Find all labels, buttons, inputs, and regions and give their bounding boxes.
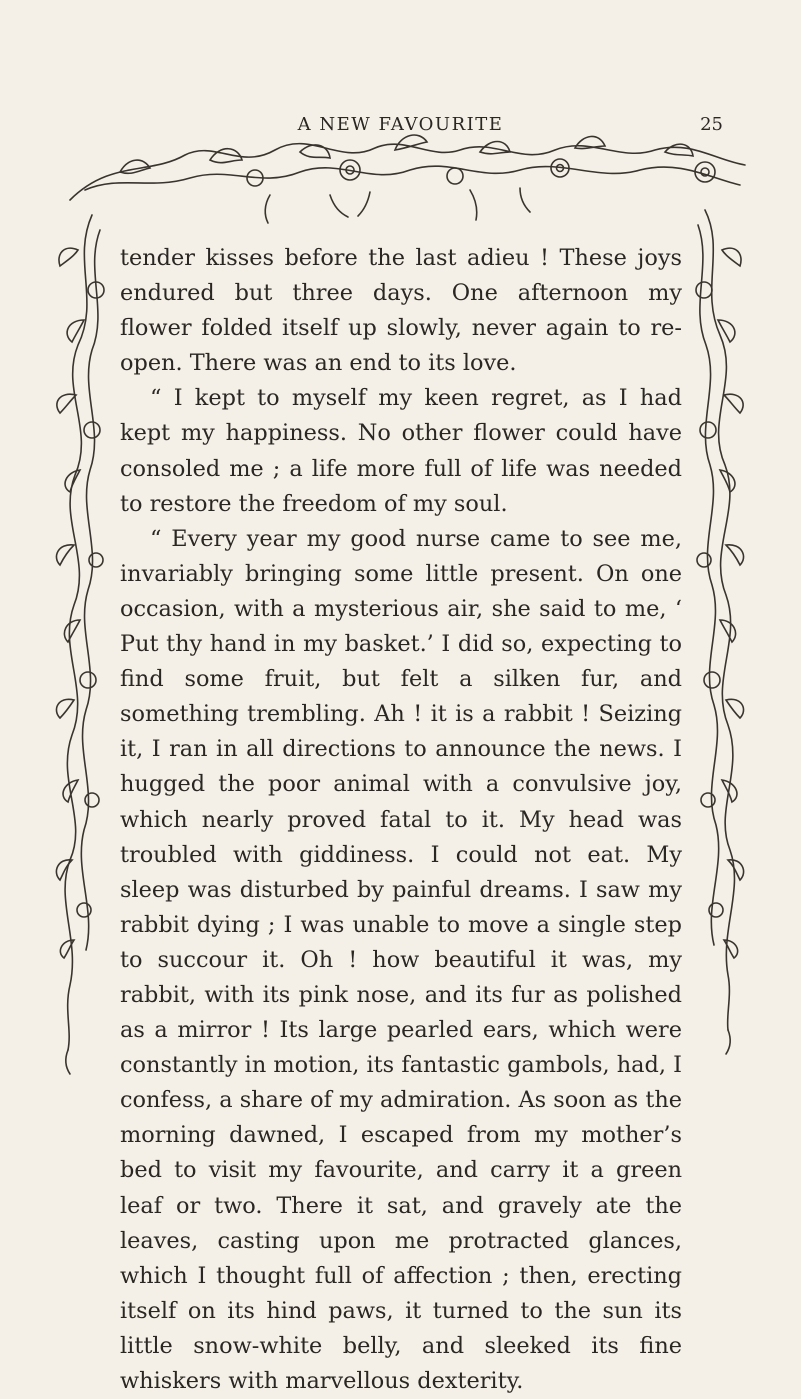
- paragraph: “ Every year my good nurse came to see me, invariably bringing some little present. On one occasion, with a mysterious air, she said to me, ‘ Put thy hand in my basket.’ I did so, expecting to find some fruit, but felt a silken fur, and something trembling. Ah ! it is a rabbit ! Seizing it, I ran in all directions to announce the news. I hugged the poor animal with a convulsive joy, which nearly proved fatal to it. My head was troubled with giddiness. I could not eat. My sleep was disturbed by painful dreams. I saw my rabbit dying ; I was unable to move a single step to succour it. Oh ! how beautiful it was, my rabbit, with its pink nose, and its fur as polished as a mirror ! Its large pearled ears, which were constantly in motion, its fantastic gambols, had, I confess, a share of my admiration. As soon as the morning dawned, I escaped from my mother’s bed to visit my favourite, and carry it a green leaf or two. There it sat, and gravely ate the leaves, casting upon me protracted glances, which I thought full of affection ; then, erecting itself on its hind paws, it turned to the sun its little snow-white belly, and sleeked its fine whiskers with marvellous dexterity.: [120, 525, 682, 1394]
- paragraph: “ I kept to myself my keen regret, as I had kept my happiness. No other flower could have consoled me ; a life more full of life was needed to restore the freedom of my soul.: [120, 385, 682, 517]
- running-title: A NEW FAVOURITE: [297, 114, 504, 135]
- paragraph: tender kisses before the last adieu ! These joys endured but three days. One afternoon my flower folded itself up slowly, never again to re-open. There was an end to its love.: [120, 245, 682, 377]
- page-number: 25: [700, 114, 723, 135]
- body-text: [120, 241, 682, 1399]
